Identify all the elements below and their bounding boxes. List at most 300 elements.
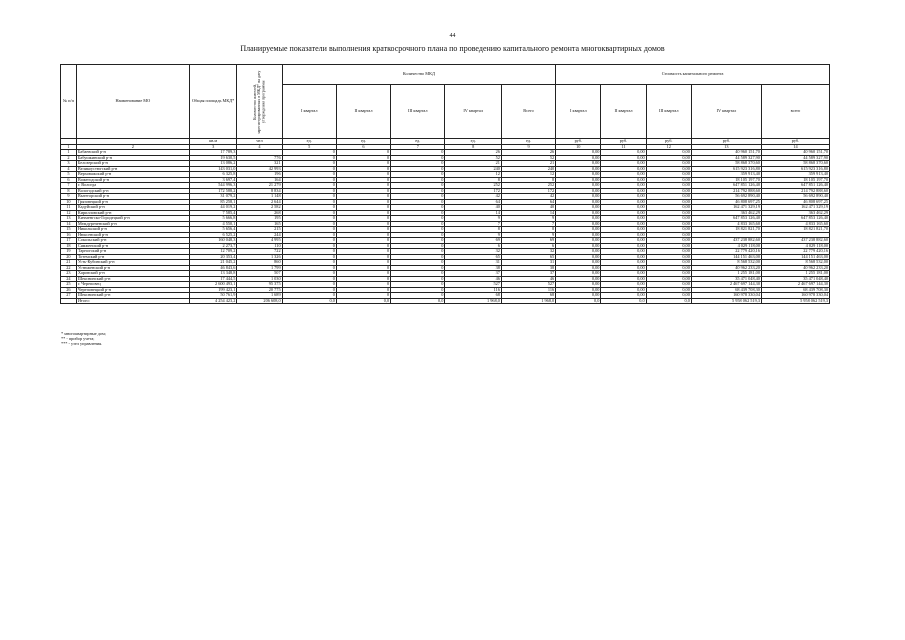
table-cell: 0,00 (556, 188, 601, 194)
table-cell: Бабушкинский р-н (76, 155, 189, 161)
table-cell: 0 (282, 166, 336, 172)
table-cell: 172 (501, 188, 555, 194)
table-cell: 0,00 (646, 199, 691, 205)
table-cell: 252 (445, 183, 502, 189)
table-cell: 0,00 (601, 254, 646, 260)
table-cell: 18 821 821,70 (691, 227, 761, 233)
table-cell: 14 (445, 210, 502, 216)
column-number-cell: 10 (556, 144, 601, 150)
table-cell: 6 525,2 (189, 232, 236, 238)
table-cell: 0,00 (646, 166, 691, 172)
table-cell: 0,00 (556, 243, 601, 249)
table-cell: 0 (336, 227, 390, 233)
table-cell: 0 (282, 188, 336, 194)
total-cell: 5 958 062 519,3 (691, 298, 761, 304)
table-cell: 0 (336, 210, 390, 216)
table-cell: 0,00 (601, 227, 646, 233)
total-cell: 0,0 (282, 298, 336, 304)
table-cell: 0 (391, 232, 445, 238)
table-cell: 69 (501, 238, 555, 244)
header-group-cost: Стоимость капитального ремонта (556, 65, 830, 85)
table-cell: 2 582 (237, 205, 282, 211)
table-cell: 42 (501, 194, 555, 200)
table-cell: 52 (445, 155, 502, 161)
table-cell: Кичменгско-Городецкий р-н (76, 216, 189, 222)
table-cell: 215 (237, 227, 282, 233)
table-cell: 116 (501, 287, 555, 293)
table-cell: 25 (61, 282, 77, 288)
table-cell: 37 (445, 271, 502, 277)
table-cell: Верховажский р-н (76, 172, 189, 178)
table-cell: 0 (336, 188, 390, 194)
table-cell: 26 (445, 150, 502, 156)
table-cell: Шекснинский р-н (76, 293, 189, 299)
table-cell: 13 086,2 (189, 161, 236, 167)
table-cell: 0 (336, 166, 390, 172)
table-cell: 0,00 (556, 194, 601, 200)
table-cell: Сямженский р-н (76, 243, 189, 249)
table-cell: 0,00 (646, 243, 691, 249)
table-cell: 196 (237, 172, 282, 178)
table-cell: 0,00 (601, 276, 646, 282)
column-number-cell: 13 (691, 144, 761, 150)
table-cell: 9 (445, 232, 502, 238)
total-cell: 1 968,0 (501, 298, 555, 304)
table-cell: 0,00 (646, 216, 691, 222)
table-cell: 12 (501, 172, 555, 178)
table-cell: 722 (237, 249, 282, 255)
total-cell: 0,0 (646, 298, 691, 304)
table-cell: 0,00 (646, 254, 691, 260)
table-cell: 3 697,4 (189, 177, 236, 183)
total-cell: 0,0 (556, 298, 601, 304)
table-cell: г. Череповец (76, 282, 189, 288)
table-cell: 0 (391, 183, 445, 189)
table-cell: 0 (282, 238, 336, 244)
table-cell: 0 (391, 287, 445, 293)
table-cell: 6 325,8 (189, 172, 236, 178)
table-cell: 647 853 126,40 (761, 216, 829, 222)
table-cell: 160 978 330,04 (761, 293, 829, 299)
table-cell: 363 462,29 (761, 210, 829, 216)
table-cell: 65 (445, 254, 502, 260)
unit-cell: ед. (391, 139, 445, 145)
table-cell: 56 692 890,40 (691, 194, 761, 200)
table-cell: 527 (445, 282, 502, 288)
total-cell: 5 958 062 519,3 (761, 298, 829, 304)
total-cell: 0,0 (601, 298, 646, 304)
header-area: Общая площадь МКД* (189, 65, 236, 139)
table-cell: 0,00 (601, 243, 646, 249)
table-cell: Нюксенский р-н (76, 232, 189, 238)
table-cell: 0,00 (646, 293, 691, 299)
unit-cell: ед. (501, 139, 555, 145)
table-cell: 0 (391, 276, 445, 282)
table-cell: 0 (282, 161, 336, 167)
table-cell: 31 079,2 (189, 194, 236, 200)
table-cell: Вологодский р-н (76, 188, 189, 194)
table-cell: 0,00 (601, 287, 646, 293)
table-cell: 0,00 (601, 177, 646, 183)
table-cell: 0,00 (601, 183, 646, 189)
table-cell: 6 (61, 177, 77, 183)
table-cell: 437 238 882,60 (691, 238, 761, 244)
table-cell: 35 471 048,40 (761, 276, 829, 282)
table-cell: 0 (336, 243, 390, 249)
table-cell: 18 105 197,70 (761, 177, 829, 183)
table-cell: 64 (501, 199, 555, 205)
table-cell: 0,00 (556, 271, 601, 277)
table-cell: 0,00 (556, 216, 601, 222)
table-cell: 0,00 (646, 232, 691, 238)
table-cell: 0,00 (646, 177, 691, 183)
table-cell: 85 258,1 (189, 199, 236, 205)
table-cell: 2 467 697 144,30 (761, 282, 829, 288)
column-number-cell: 12 (646, 144, 691, 150)
table-cell: 0 (282, 271, 336, 277)
table-cell: 0 (391, 216, 445, 222)
table-cell: Усть-Кубинский р-н (76, 260, 189, 266)
table-cell: 0,00 (646, 287, 691, 293)
table-cell: 31 (445, 260, 502, 266)
table-cell: 0,00 (556, 282, 601, 288)
table-cell: Белозерский р-н (76, 161, 189, 167)
table-cell: 10 (61, 199, 77, 205)
table-cell: 214 792 888,60 (691, 188, 761, 194)
table-cell: 1 (61, 150, 77, 156)
table-cell: 359 913,40 (691, 172, 761, 178)
table-cell: 20 775 (237, 287, 282, 293)
table-cell: 40 (445, 205, 502, 211)
page-title: Планируемые показатели выполнения краткосрочного плана по проведению капитального ремонта многоквартирных домов (240, 44, 665, 53)
table-cell: 40 962 233,20 (691, 265, 761, 271)
table-cell: 35 471 048,40 (691, 276, 761, 282)
table-cell: 6 (501, 243, 555, 249)
table-cell: 0 (282, 172, 336, 178)
header-count-q2: II квартал (336, 85, 390, 139)
table-cell: Великоустюгский р-н (76, 166, 189, 172)
table-cell: 0,00 (601, 265, 646, 271)
table-cell: 0 (282, 183, 336, 189)
table-cell: 8 (501, 177, 555, 183)
table-cell: 0,00 (556, 276, 601, 282)
table-cell: 0,00 (556, 249, 601, 255)
table-cell: 0 (391, 271, 445, 277)
table-cell: 160 048,3 (189, 238, 236, 244)
footnote: *** - узел управления. (61, 341, 103, 347)
table-cell: 8 568 532,00 (691, 260, 761, 266)
table-cell: 0,00 (556, 221, 601, 227)
table-cell: 0,00 (646, 205, 691, 211)
table-cell: 0 (282, 232, 336, 238)
table-cell: 0 (336, 271, 390, 277)
table-cell: 0 (391, 150, 445, 156)
table-cell: 0,00 (646, 221, 691, 227)
table-cell: 26 (61, 287, 77, 293)
table-cell: 42 (445, 194, 502, 200)
table-cell: 13 (61, 216, 77, 222)
table-cell: 0 (391, 205, 445, 211)
table-cell: 214 792 888,60 (761, 188, 829, 194)
table-cell: 9 (501, 232, 555, 238)
table-cell: 68 439 708,30 (691, 287, 761, 293)
table-cell: 0 (336, 183, 390, 189)
page-number: 44 (449, 33, 456, 39)
table-cell: 0,00 (556, 238, 601, 244)
unit-cell: чел (237, 139, 282, 145)
table-cell: 0 (391, 282, 445, 288)
table-cell: 0,00 (601, 238, 646, 244)
table-cell: 0,00 (556, 155, 601, 161)
table-cell: 0,00 (556, 232, 601, 238)
header-count-q3: III квартал (391, 85, 445, 139)
table-cell: 0 (282, 276, 336, 282)
table-cell: 21 045,2 (189, 260, 236, 266)
table-cell: 144 151 463,00 (761, 254, 829, 260)
header-num: № п/п (61, 65, 77, 139)
footnote: * многоквартирные дом; (61, 331, 106, 336)
table-cell: 46 (501, 276, 555, 282)
table-cell: 0 (336, 221, 390, 227)
table-cell: 0 (336, 232, 390, 238)
table-cell: 0 (336, 276, 390, 282)
table-cell: 0 (391, 243, 445, 249)
table-cell: 68 (501, 293, 555, 299)
table-cell: 2 644 (237, 199, 282, 205)
table-cell: 0,00 (556, 260, 601, 266)
table-cell: Сокольский р-н (76, 238, 189, 244)
header-count-total: Всего (501, 85, 555, 139)
table-cell: 12 (61, 210, 77, 216)
table-cell: 0,00 (601, 155, 646, 161)
unit-cell: руб. (601, 139, 646, 145)
table-cell: 144 151 463,00 (691, 254, 761, 260)
table-cell: 0 (391, 188, 445, 194)
table-cell: 0 (391, 265, 445, 271)
table-cell: 0 (282, 265, 336, 271)
table-cell: 46 808 697,25 (761, 199, 829, 205)
column-number-cell: 4 (237, 144, 282, 150)
table-cell: 0,00 (601, 194, 646, 200)
column-number-cell: 3 (189, 144, 236, 150)
table-cell: 0 (336, 199, 390, 205)
table-cell: 321 (237, 161, 282, 167)
table-cell: 22 (61, 265, 77, 271)
column-number-cell: 5 (282, 144, 336, 150)
table-cell: 0 (336, 177, 390, 183)
header-count-q1: I квартал (282, 85, 336, 139)
table-cell: 1 255 181,00 (691, 271, 761, 277)
table-cell: 46 808 697,25 (691, 199, 761, 205)
table-cell: 14 (501, 210, 555, 216)
table-cell: Междуреченский р-н (76, 221, 189, 227)
table-cell: 0,00 (556, 166, 601, 172)
table-cell: 172 (445, 188, 502, 194)
column-number-cell: 7 (391, 144, 445, 150)
table-cell: 21 (61, 260, 77, 266)
table-cell: 22 779 420,16 (761, 249, 829, 255)
table-cell: 12 (445, 172, 502, 178)
table-cell: 0 (282, 254, 336, 260)
table-cell: 0 (336, 150, 390, 156)
table-cell: 0,00 (556, 177, 601, 183)
total-cell: 4 254 423,2 (189, 298, 236, 304)
table-cell: 0 (391, 177, 445, 183)
table-cell: 1 148 (237, 194, 282, 200)
table-cell: 0 (282, 287, 336, 293)
table-cell: 0 (391, 238, 445, 244)
table-cell: Вожегодский р-н (76, 177, 189, 183)
table-cell: 0 (282, 249, 336, 255)
table-cell: 0,00 (601, 293, 646, 299)
table-cell: 240 (445, 166, 502, 172)
table-cell: 0,00 (556, 265, 601, 271)
table-cell: 0 (282, 150, 336, 156)
table-cell: 527 (501, 282, 555, 288)
header-cost-q4: IV квартал (691, 85, 761, 139)
table-cell: 15 (61, 227, 77, 233)
table-cell: 68 439 708,30 (761, 287, 829, 293)
table-cell: 0 (282, 227, 336, 233)
table-cell: 5 666,8 (189, 216, 236, 222)
table-cell: 17 (61, 238, 77, 244)
table-cell: 44 589 327,90 (691, 155, 761, 161)
table-cell: 0 (282, 260, 336, 266)
table-cell: 23 (61, 271, 77, 277)
column-number-cell: 1 (61, 144, 77, 150)
table-cell: 0,00 (601, 282, 646, 288)
unit-cell: ед. (282, 139, 336, 145)
table-cell: 0,00 (601, 249, 646, 255)
column-number-cell: 6 (336, 144, 390, 150)
table-cell: 16 (61, 232, 77, 238)
table-cell: 0,00 (646, 249, 691, 255)
table-cell: 2 600 493,1 (189, 282, 236, 288)
table-cell: 19 630,5 (189, 155, 236, 161)
table-cell: 244 (237, 232, 282, 238)
table-cell: 40 962 233,20 (761, 265, 829, 271)
table-cell: 4 833 165,60 (691, 221, 761, 227)
table-cell: 42 993 (237, 166, 282, 172)
table-cell: 8 (445, 177, 502, 183)
table-cell: 0 (336, 238, 390, 244)
table-cell: 65 (501, 254, 555, 260)
table-cell: 64 (445, 199, 502, 205)
unit-cell: ед. (336, 139, 390, 145)
table-cell: 165 (237, 221, 282, 227)
table-cell: 0,00 (646, 194, 691, 200)
table-cell: 0,00 (601, 161, 646, 167)
table-cell: 160 978 330,04 (691, 293, 761, 299)
table-cell: 0,00 (601, 172, 646, 178)
table-cell: 162 471 329,19 (761, 205, 829, 211)
table-cell: 13 348,8 (189, 271, 236, 277)
table-cell: 164 (237, 177, 282, 183)
table-cell: Никольский р-н (76, 227, 189, 233)
table-cell: 8 834 (237, 188, 282, 194)
table-cell: 1 326 (237, 254, 282, 260)
unit-cell: руб. (761, 139, 829, 145)
table-cell: 0,00 (646, 282, 691, 288)
table-cell: 38 (501, 265, 555, 271)
unit-cell: ед. (445, 139, 502, 145)
table-cell: 0 (282, 210, 336, 216)
table-cell: 0 (336, 265, 390, 271)
table-cell: 32 (445, 249, 502, 255)
table-cell: 199 423,1 (189, 287, 236, 293)
table-cell: Бабаевский р-н (76, 150, 189, 156)
table-cell: 0,00 (601, 166, 646, 172)
plan-table (60, 64, 830, 304)
column-number-cell: 8 (445, 144, 502, 150)
table-cell: 1 255 181,00 (761, 271, 829, 277)
table-cell: 27 (61, 293, 77, 299)
table-cell: 0 (282, 282, 336, 288)
table-cell: 46 843,6 (189, 265, 236, 271)
table-cell: 437 238 882,60 (761, 238, 829, 244)
table-cell: 32 (501, 249, 555, 255)
table-cell: 0,00 (556, 205, 601, 211)
table-cell: 0,00 (646, 210, 691, 216)
table-cell: 0,00 (646, 238, 691, 244)
table-cell: 12 709,2 (189, 249, 236, 255)
header-count-q4: IV квартал (445, 85, 502, 139)
table-cell: 3 (61, 161, 77, 167)
table-cell: 0,00 (646, 183, 691, 189)
table-cell: 18 105 197,70 (691, 177, 761, 183)
table-cell: 26 (501, 150, 555, 156)
table-cell: 1 799 (237, 265, 282, 271)
table-cell: 6 (445, 243, 502, 249)
table-cell: 7 585,4 (189, 210, 236, 216)
table-cell: 252 (501, 183, 555, 189)
table-cell: 0 (336, 249, 390, 255)
table-cell: 46 (445, 276, 502, 282)
table-cell: 4 833 165,60 (761, 221, 829, 227)
table-cell: Тарногский р-н (76, 249, 189, 255)
unit-cell: руб. (691, 139, 761, 145)
table-cell: 544 996,3 (189, 183, 236, 189)
table-cell: 11 (61, 205, 77, 211)
table-cell: 363 462,29 (691, 210, 761, 216)
table-cell: 20 (61, 254, 77, 260)
table-cell: 0 (282, 243, 336, 249)
table-cell: 22 779 420,16 (691, 249, 761, 255)
table-cell: 1 030 (237, 276, 282, 282)
table-cell: г. Вологда (76, 183, 189, 189)
header-cost-q1: I квартал (556, 85, 601, 139)
table-cell: 0 (336, 260, 390, 266)
table-cell: 0 (391, 254, 445, 260)
table-cell: 110 (237, 243, 282, 249)
table-cell: 0,00 (601, 188, 646, 194)
total-cell: 206 608,0 (237, 298, 282, 304)
table-cell: 5 656,4 (189, 227, 236, 233)
table-cell: 0 (391, 172, 445, 178)
unit-cell: кв.м (189, 139, 236, 145)
table-cell: 9 (445, 216, 502, 222)
table-cell: 17 444,5 (189, 276, 236, 282)
table-cell: 18 821 821,70 (761, 227, 829, 233)
table-cell: 0,00 (646, 188, 691, 194)
table-cell: 0,00 (556, 183, 601, 189)
header-cost-q2: II квартал (601, 85, 646, 139)
table-cell: 0,00 (646, 150, 691, 156)
table-cell: 0 (282, 293, 336, 299)
table-cell: 0,00 (601, 260, 646, 266)
table-cell: 860 (237, 260, 282, 266)
table-cell: 58 868 370,60 (691, 161, 761, 167)
